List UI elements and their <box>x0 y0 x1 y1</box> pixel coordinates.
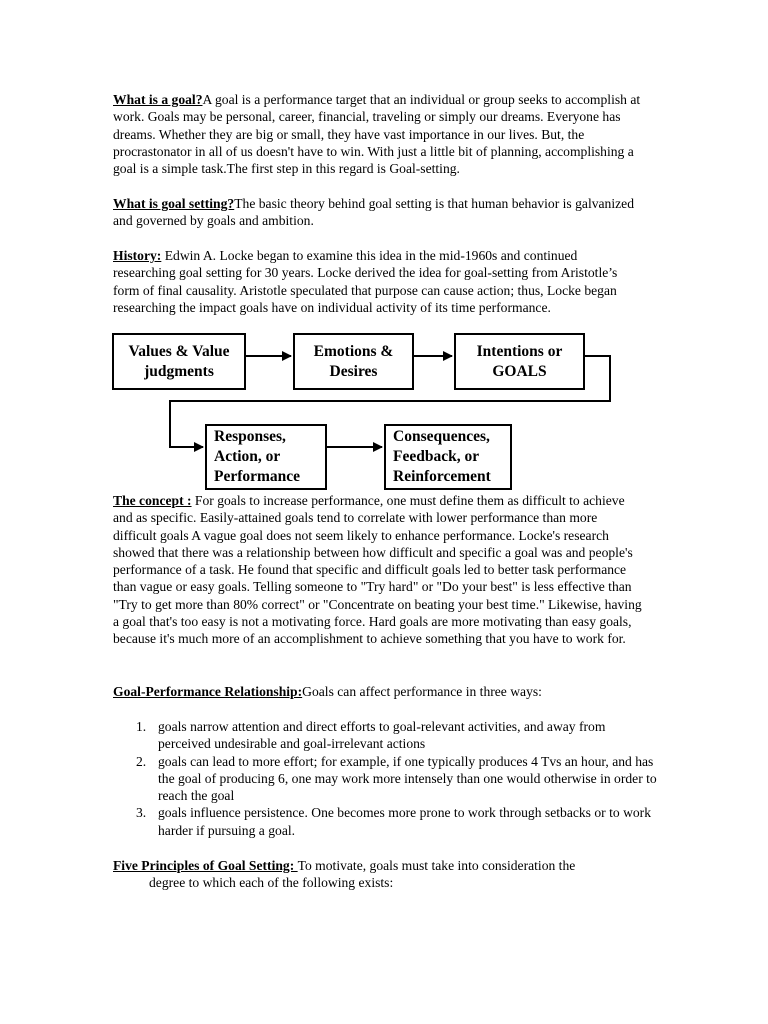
responses-action-box: Responses, Action, or Performance <box>205 424 327 490</box>
five-principles-text: To motivate, goals must take into consideration the <box>297 858 576 873</box>
concept-paragraph <box>113 492 643 648</box>
list-item <box>113 753 658 805</box>
concept-text: For goals to increase performance, one must define them as difficult to achieve and as specific. Easily-attained goals tend to correlate with lower performance than more difficult goals A vague goal does not seem likely to enhance performance. Locke's research showed that there was a relationship between how difficult and specific a goal was and people's performance of a task. He found that specific and difficult goals led to better task performance than vague or easy goals. Telling someone to "Try hard" or "Do your best" is less effective than "Try to get more than 80% correct" or "Concentrate on beating your best time." Likewise, having a goal that's too easy is not a motivating force. Hard goals are more motivating than easy goals, because it's much more of an accomplishment to achieve something that you have to work for. <box>113 493 642 647</box>
list-item-text: goals influence persistence. One becomes more prone to work through setbacks or to work harder if pursuing a goal. <box>158 805 652 838</box>
history-text: Edwin A. Locke began to examine this idea in the mid-1960s and continued researching goal setting for 30 years. Locke derived the idea for goal-setting from Aristotle’s form of final causality. Aristotle speculated that purpose can cause action; thus, Locke began researching the impact goals have on individual activity of its time performance. <box>113 248 618 315</box>
values-judgments-box: Values & Value judgments <box>112 333 246 390</box>
goal-performance-text: Goals can affect performance in three ways: <box>302 684 542 699</box>
list-item-text: goals can lead to more effort; for example, if one typically produces 4 Tvs an hour, and has the goal of producing 6, one may work more intensely than one would otherwise in order to reach the goal <box>158 753 657 804</box>
history-heading: History: <box>113 248 162 263</box>
goal-setting-heading: What is goal setting? <box>113 196 235 211</box>
five-principles-heading: Five Principles of Goal Setting: <box>113 858 298 873</box>
five-principles-paragraph <box>113 857 673 874</box>
five-principles-continuation: degree to which each of the following exists: <box>149 875 394 890</box>
goal-effects-list <box>113 718 658 839</box>
goal-setting-text: The basic theory behind goal setting is that human behavior is galvanized and governed by goals and ambition. <box>113 196 634 229</box>
consequences-feedback-box: Consequences, Feedback, or Reinforcement <box>384 424 512 490</box>
list-item-number: 2. <box>136 753 147 769</box>
list-item-number: 1. <box>136 719 147 734</box>
concept-heading: The concept : <box>113 493 192 508</box>
list-item <box>113 804 658 839</box>
list-item-text: goals narrow attention and direct efforts to goal-relevant activities, and away from perceived undesirable and goal-irrelevant actions <box>158 719 606 752</box>
emotions-desires-box: Emotions & Desires <box>293 333 414 390</box>
list-item-number: 3. <box>136 805 147 821</box>
goal-performance-heading: Goal-Performance Relationship: <box>113 684 303 699</box>
what-is-goal-heading: What is a goal? <box>113 92 203 107</box>
list-item <box>113 718 658 753</box>
goal-performance-paragraph <box>113 683 673 700</box>
intentions-goals-box: Intentions or GOALS <box>454 333 585 390</box>
what-is-goal-text: A goal is a performance target that an individual or group seeks to accomplish at work. Goals may be personal, career, financial, traveling or simply our dreams. Everyone has dreams. Whether they are big or small, they have vast importance in our lives. But, the procrastonator in all of us doesn't have to win. With just a little bit of planning, accomplishing a goal is a simple task.The first step in this regard is Goal-setting. <box>113 92 641 177</box>
